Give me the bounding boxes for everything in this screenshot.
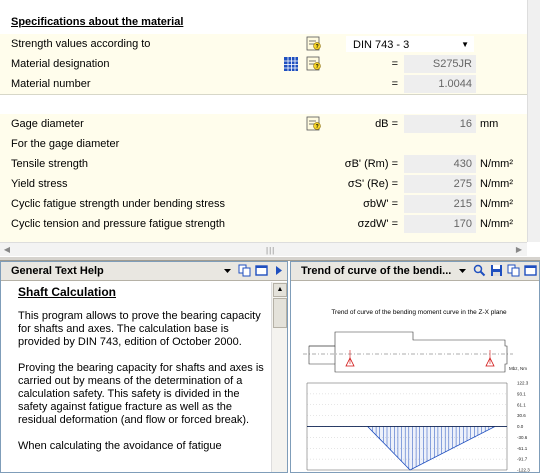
spec-vertical-scrollbar[interactable] — [527, 0, 540, 242]
expand-arrow-icon[interactable] — [272, 264, 285, 277]
chevron-down-icon[interactable]: ▼ — [461, 40, 469, 49]
help-icon[interactable] — [306, 116, 322, 132]
help-panel-header — [1, 262, 287, 281]
gage-diameter-value[interactable]: 16 — [404, 115, 476, 133]
y-tick-label: 0.0 — [517, 424, 524, 429]
symbol: dB = — [375, 118, 398, 130]
shaft-drawing — [303, 332, 513, 372]
strength-standard-dropdown[interactable] — [346, 36, 474, 52]
help-paragraph: This program allows to prove the bearing capacity for shafts and axes. The calculation base is provided by DIN 743, edition of October 2000. — [18, 310, 261, 348]
row-label: Cyclic fatigue strength under bending stress — [11, 198, 226, 210]
tension-pressure-fatigue-value: 170 — [404, 215, 476, 233]
row-label: Material designation — [11, 58, 110, 70]
bending-moment-chart — [295, 302, 537, 472]
help-heading: Shaft Calculation — [18, 285, 117, 299]
symbol: σB' (Rm) = — [344, 158, 398, 170]
help-vertical-scrollbar[interactable] — [271, 282, 287, 472]
scrollbar-grip[interactable]: ||| — [266, 246, 276, 255]
y-axis-label: Mbz, Nm — [509, 366, 527, 371]
symbol: σbW' = — [363, 198, 398, 210]
trend-panel-title: Trend of curve of the bendi... — [301, 265, 452, 277]
scroll-right-icon[interactable]: ▶ — [515, 245, 523, 254]
window-icon[interactable] — [255, 264, 268, 277]
table-icon[interactable] — [283, 56, 299, 72]
unit: N/mm² — [480, 158, 513, 170]
unit: mm — [480, 118, 499, 130]
row-label: Tensile strength — [11, 158, 89, 170]
row-label: For the gage diameter — [11, 138, 120, 150]
svg-text:?: ? — [315, 44, 319, 50]
help-paragraph: Proving the bearing capacity for shafts and axes is carried out by means of the determination of a calculation safety. This safety is divided in the safety against fatigue fracture as well as the residual deformation (and flow or forced break). — [18, 362, 264, 426]
y-tick-label: 30.6 — [517, 413, 526, 419]
unit: N/mm² — [480, 198, 513, 210]
row-strength-values — [0, 34, 527, 54]
row-material-number — [0, 74, 527, 94]
copy-icon[interactable] — [507, 264, 520, 277]
trend-panel-header — [291, 262, 539, 281]
row-label: Gage diameter — [11, 118, 84, 130]
material-number-value: 1.0044 — [404, 75, 476, 93]
symbol: = — [391, 78, 398, 90]
row-bending-fatigue — [0, 194, 527, 214]
chart-title: Trend of curve of the bending moment curve in the Z-X plane — [331, 309, 507, 316]
y-tick-label: -91.7 — [517, 456, 528, 462]
row-label: Yield stress — [11, 178, 68, 190]
section-header-row — [0, 12, 527, 32]
row-for-gage-diameter — [0, 134, 527, 154]
help-content — [18, 286, 268, 466]
y-tick-label: 122.3 — [517, 380, 529, 386]
row-tensile-strength — [0, 154, 527, 174]
help-panel-tools — [220, 264, 285, 279]
scroll-left-icon[interactable]: ◀ — [3, 245, 11, 254]
symbol: σzdW' = — [357, 218, 398, 230]
row-yield-stress — [0, 174, 527, 194]
row-partial — [0, 234, 527, 242]
yield-stress-value: 275 — [404, 175, 476, 193]
symbol: = — [391, 58, 398, 70]
help-paragraph: When calculating the avoidance of fatigue — [18, 440, 222, 452]
help-icon[interactable] — [306, 36, 322, 52]
window-icon[interactable] — [524, 264, 537, 277]
general-text-help-panel — [0, 261, 288, 473]
y-tick-label: 61.1 — [517, 402, 526, 408]
svg-text:?: ? — [315, 124, 319, 130]
unit: N/mm² — [480, 178, 513, 190]
y-tick-label: -61.1 — [517, 445, 528, 451]
y-tick-label: 93.1 — [517, 391, 526, 397]
bearing-supports — [346, 350, 494, 366]
trend-of-curve-panel — [290, 261, 540, 473]
help-panel-title: General Text Help — [11, 265, 104, 277]
section-title: Specifications about the material — [11, 16, 184, 28]
bending-fatigue-value: 215 — [404, 195, 476, 213]
scroll-up-icon[interactable]: ▲ — [273, 283, 287, 297]
scrollbar-thumb[interactable] — [273, 298, 287, 328]
row-label: Material number — [11, 78, 91, 90]
help-icon[interactable] — [306, 56, 322, 72]
row-material-designation — [0, 54, 527, 74]
zoom-icon[interactable] — [473, 264, 486, 277]
y-axis-ticks — [517, 381, 530, 473]
y-tick-label: -30.6 — [517, 434, 528, 440]
dropdown-arrow-icon[interactable] — [221, 264, 234, 277]
svg-text:?: ? — [315, 64, 319, 70]
row-label: Strength values according to — [11, 38, 151, 50]
row-divider — [0, 94, 527, 95]
row-gage-diameter — [0, 114, 527, 134]
dropdown-value: DIN 743 - 3 — [353, 39, 410, 51]
row-label: Cyclic tension and pressure fatigue strength — [11, 218, 226, 230]
spec-horizontal-scrollbar[interactable] — [0, 242, 527, 256]
trend-panel-tools — [455, 264, 537, 279]
unit: N/mm² — [480, 218, 513, 230]
save-icon[interactable] — [490, 264, 503, 277]
dropdown-arrow-icon[interactable] — [456, 264, 469, 277]
material-designation-value: S275JR — [404, 55, 476, 73]
y-tick-label: -122.3 — [517, 467, 530, 472]
copy-icon[interactable] — [238, 264, 251, 277]
tensile-strength-value: 430 — [404, 155, 476, 173]
row-tension-pressure-fatigue — [0, 214, 527, 234]
symbol: σS' (Re) = — [347, 178, 398, 190]
